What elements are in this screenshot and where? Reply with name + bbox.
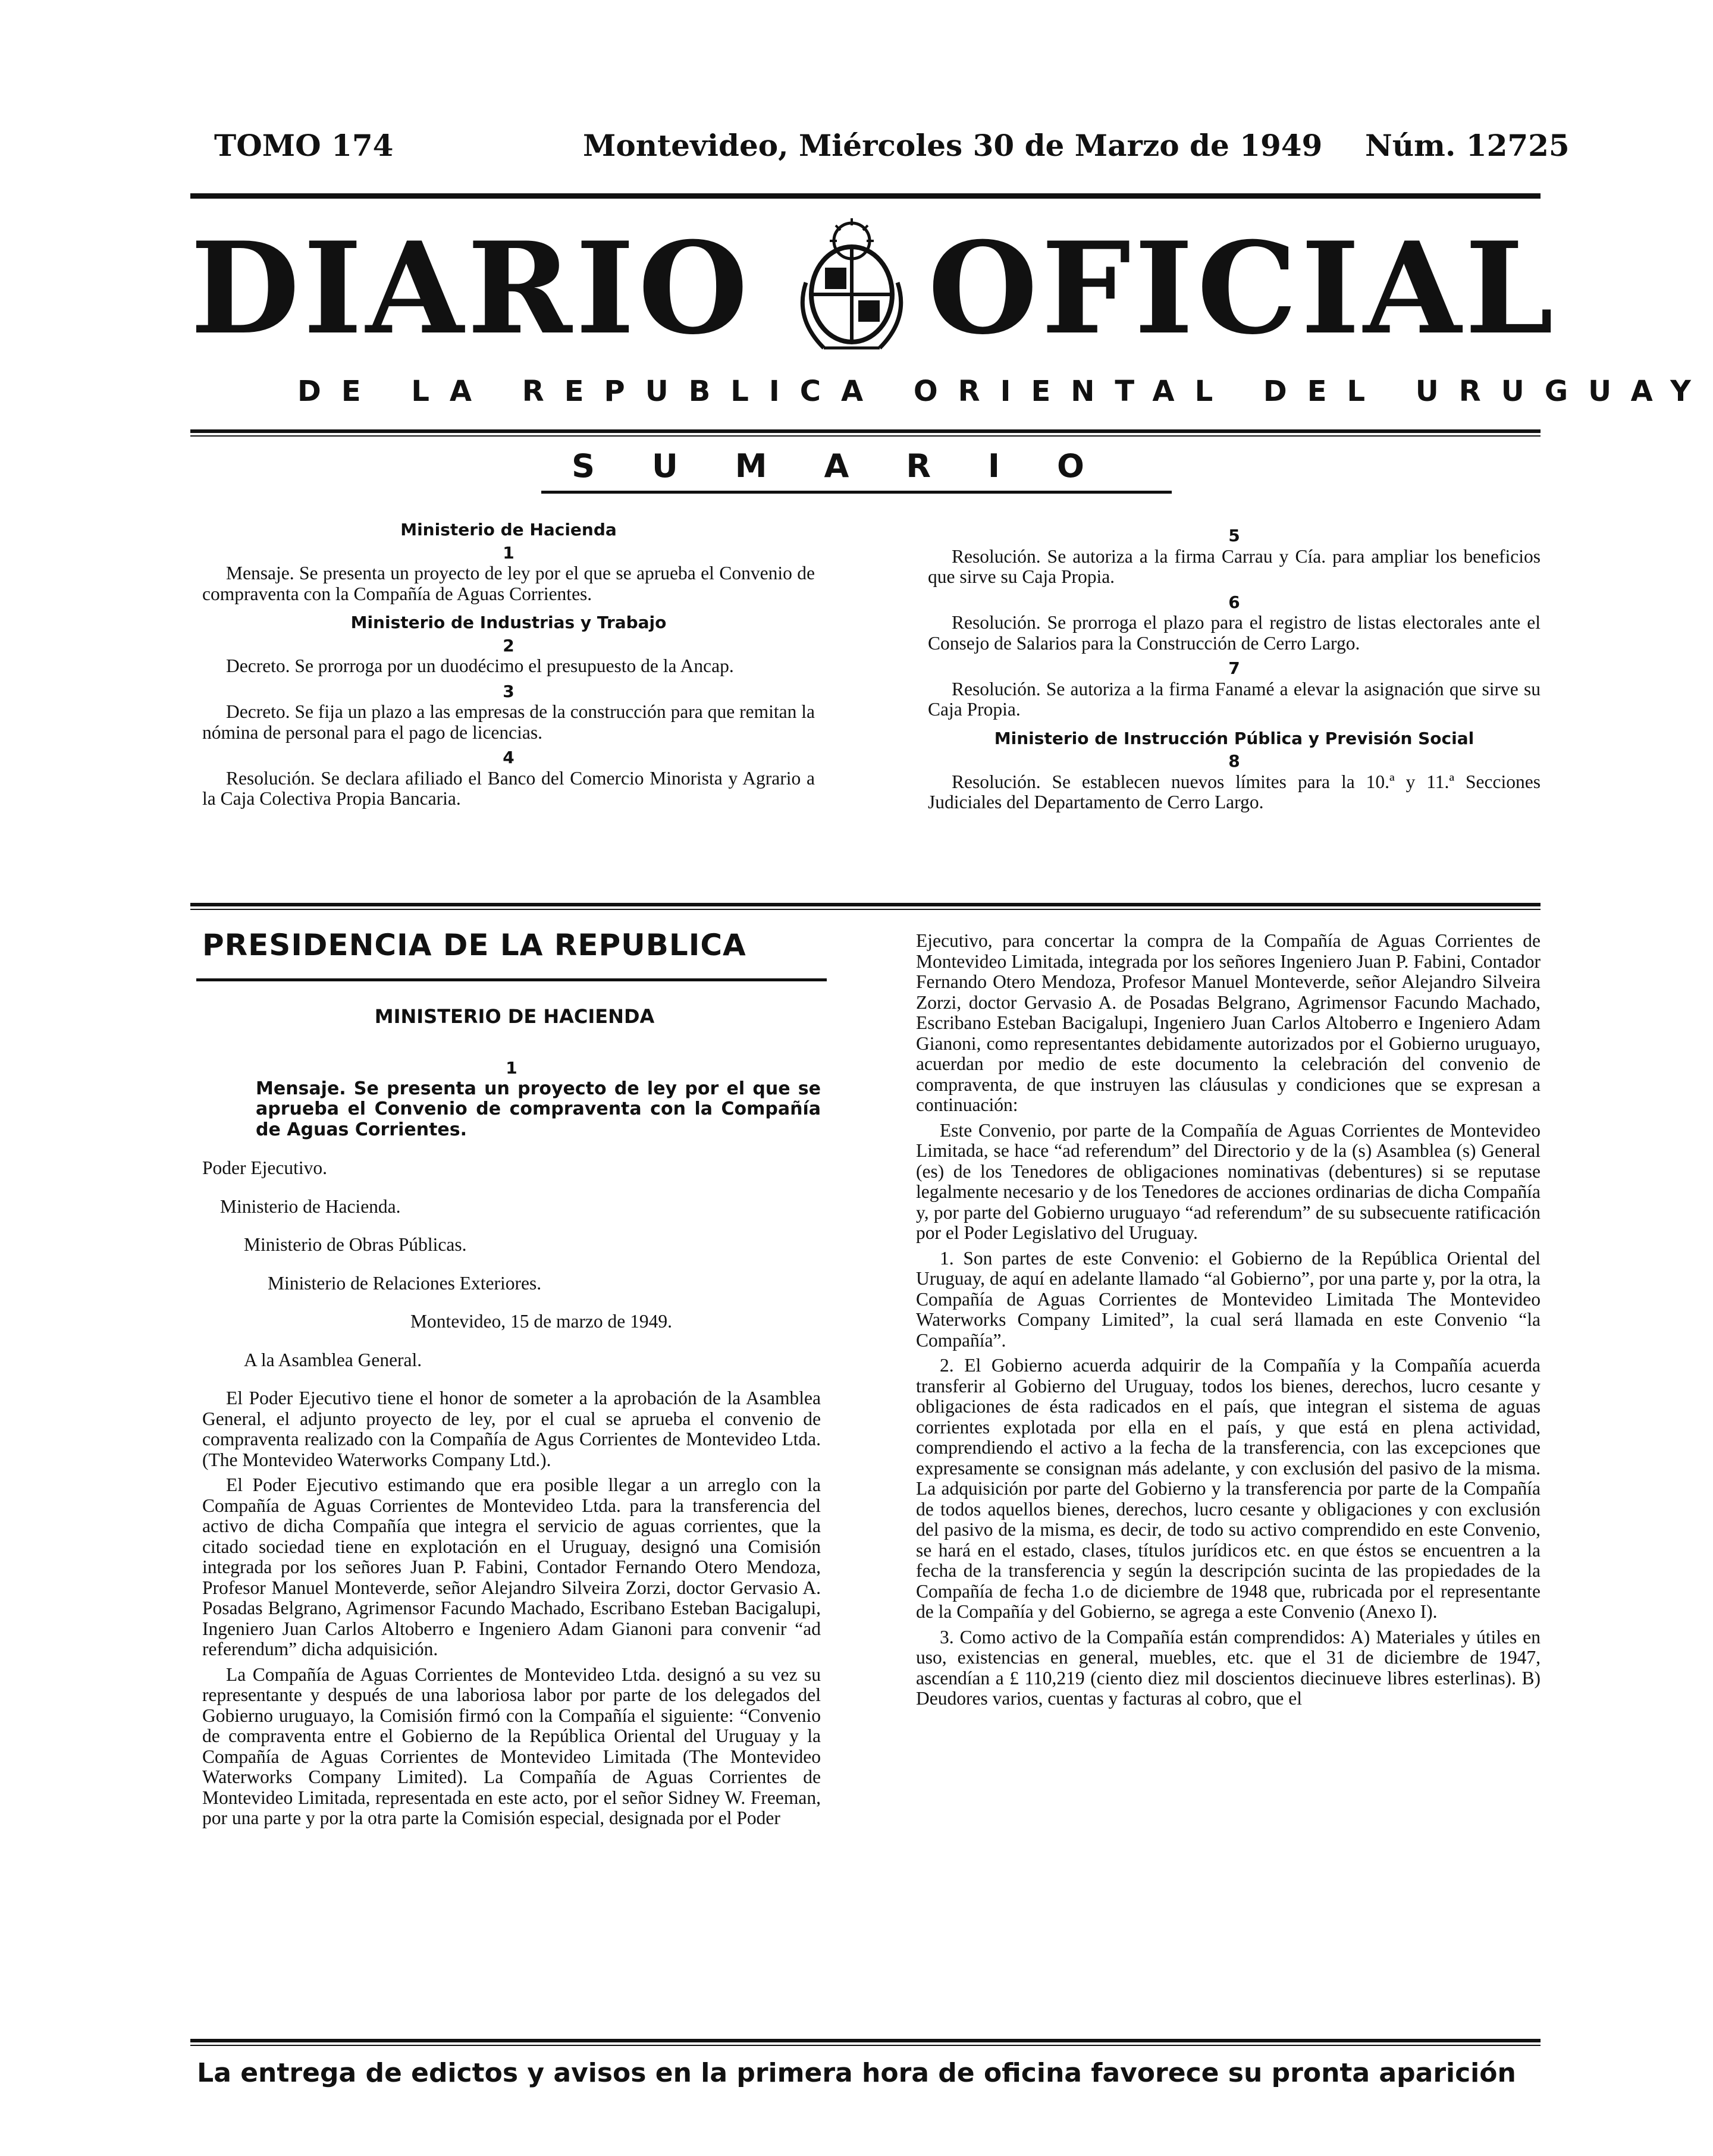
section-title: PRESIDENCIA DE LA REPUBLICA: [202, 928, 746, 962]
footer-rule-thin: [190, 2045, 1541, 2046]
sumario-heading: Ministerio de Instrucción Pública y Previsión Social: [994, 728, 1474, 748]
sumario-item: Resolución. Se autoriza a la firma Carrau y Cía. para ampliar los beneficios que sirve su Caja Propia.: [928, 545, 1541, 587]
address-line: Ministerio de Relaciones Exteriores.: [268, 1272, 542, 1294]
sumario-bottom-rule-thin: [190, 909, 1541, 910]
sumario-item-number: 6: [1228, 592, 1240, 612]
masthead-subtitle: DE LA REPUBLICA ORIENTAL DEL URUGUAY: [297, 375, 1711, 408]
volume-number: TOMO 174: [214, 128, 394, 163]
body-paragraph: 3. Como activo de la Compañía están comprendidos: A) Materiales y útiles en uso, existencias en general, muebles, etc. que el 31 de diciembre de 1947, ascendían a £ 110,219 (ciento diez mil doscientos diecinueve libres esterlinas). B) Deudores varios, cuentas y facturas al cobro, que el: [916, 1626, 1541, 1709]
issue-header: [214, 128, 1576, 170]
address-block: [202, 1158, 821, 1370]
issue-dateline: Montevideo, Miércoles 30 de Marzo de 1949: [583, 128, 1323, 163]
salutation: A la Asamblea General.: [244, 1349, 422, 1370]
sumario-heading: Ministerio de Industrias y Trabajo: [350, 613, 667, 632]
sumario-item: Mensaje. Se presenta un proyecto de ley por el que se aprueba el Convenio de compraventa con la Compañía de Aguas Corrientes.: [202, 563, 815, 604]
sumario-item: Decreto. Se prorroga por un duodécimo el presupuesto de la Ancap.: [226, 655, 734, 676]
sumario-heading: Ministerio de Hacienda: [400, 520, 617, 539]
address-line: Ministerio de Hacienda.: [220, 1195, 401, 1217]
sumario-left-column: [202, 511, 815, 814]
coat-of-arms-icon: [788, 217, 916, 360]
sumario-item: Resolución. Se prorroga el plazo para el registro de listas electorales ante el Consejo de Salarios para la Construcción de Cerro Largo.: [928, 612, 1541, 654]
sumario-item-number: 3: [503, 681, 514, 701]
sumario-title: SUMARIO: [572, 447, 1141, 485]
header-rule: [190, 193, 1541, 199]
sumario-item: Resolución. Se declara afiliado el Banco del Comercio Minorista y Agrario a la Caja Colectiva Propia Bancaria.: [202, 767, 815, 809]
sumario-bottom-rule: [190, 903, 1541, 906]
section-title-rule: [196, 978, 827, 981]
masthead-right-word: OFICIAL: [928, 214, 1557, 362]
sumario-item: Resolución. Se establecen nuevos límites para la 10.ª y 11.ª Secciones Judiciales del Departamento de Cerro Largo.: [928, 771, 1541, 812]
issue-number: Núm. 12725: [1365, 128, 1570, 163]
masthead: [190, 214, 1557, 363]
body-paragraph: 2. El Gobierno acuerda adquirir de la Compañía y la Compañía acuerda transferir al Gobierno del Uruguay, todos los bienes, derechos, lucro cesante y obligaciones de ésta radicados en el país, que integran el sistema de aguas corrientes explotada por ella en el país, y que está en plena actividad, comprendiendo el activo a la fecha de la transferencia, con las excepciones que expresamente se consignan más adelante, y con exclusión del pasivo de la misma. La adquisición por parte del Gobierno y la transferencia por parte de la Compañía de todos aquellos bienes, derechos, lucro cesante y obligaciones y con exclusión del pasivo de la misma, es decir, de todo su activo comprendido en este Convenio, se hará en el estado, clases, títulos jurídicos etc. en que éstos se encuentren a la fecha de la transferencia y según la descripción sucinta de las propiedades de la Compañía de fecha 1.o de diciembre de 1948 que, rubricada por el representante de la Compañía y del Gobierno, se agrega a este Convenio (Anexo I).: [916, 1355, 1541, 1622]
masthead-rule-thin: [190, 435, 1541, 437]
ministry-heading: MINISTERIO DE HACIENDA: [374, 1005, 655, 1028]
sumario-item-number: 8: [1228, 751, 1240, 771]
sumario-item-number: 1: [503, 542, 514, 563]
article-right-column: [916, 931, 1541, 1714]
sumario-item-number: 2: [503, 635, 514, 655]
sumario-item: Resolución. Se autoriza a la firma Fanamé a elevar la asignación que sirve su Caja Propia.: [928, 678, 1541, 720]
letter-date: Montevideo, 15 de marzo de 1949.: [410, 1311, 673, 1332]
body-paragraph: 1. Son partes de este Convenio: el Gobierno de la República Oriental del Uruguay, de aquí en adelante llamado “al Gobierno”, por una parte y, por la otra, la Compañía de Aguas Corrientes de Montevideo Limitada The Montevideo Waterworks Company Limited”, la cual será llamada en este Convenio “la Compañía”.: [916, 1247, 1541, 1351]
footer-rule: [190, 2039, 1541, 2042]
address-line: Poder Ejecutivo.: [202, 1157, 327, 1178]
sumario-item-number: 5: [1228, 526, 1240, 545]
sumario-underline: [541, 491, 1172, 494]
body-paragraph: El Poder Ejecutivo tiene el honor de someter a la aprobación de la Asamblea General, el adjunto proyecto de ley, por el cual se aprueba el convenio de compraventa realizado con la Compañía de Agus Corrientes de Montevideo Ltda. (The Montevideo Waterworks Company Ltd.).: [202, 1388, 821, 1470]
sumario-right-column: [928, 523, 1541, 818]
body-paragraph: El Poder Ejecutivo estimando que era posible llegar a un arreglo con la Compañía de Aguas Corrientes de Montevideo Ltda. para la transferencia del activo de dicha Compañía que integra el servicio de aguas corrientes, que la citado sociedad tiene en explotación en el Uruguay, designó una Comisión integrada por los señores Juan P. Fabini, Contador Fernando Otero Mendoza, Profesor Manuel Monteverde, señor Alejandro Silveira Zorzi, doctor Gervasio A. Posadas Belgrano, Agrimensor Facundo Machado, Escribano Esteban Bacigalupi, Ingeniero Juan Carlos Altoberro e Ingeniero Adam Gianoni para convenir “ad referendum” dicha adquisición.: [202, 1474, 821, 1659]
masthead-rule: [190, 429, 1541, 433]
footer-notice: La entrega de edictos y avisos en la primera hora de oficina favorece su pronta aparición: [197, 2058, 1516, 2088]
body-paragraph: Este Convenio, por parte de la Compañía de Aguas Corrientes de Montevideo Limitada, se hace “ad referendum” del Directorio y de la (s) Asamblea (s) General (es) de los Tenedores de obligaciones nominativas (debentures) si se reputase legalmente necesario y de los Tenedores de acciones ordinarias de dicha Compañía y, por parte del Gobierno uruguayo “ad referendum” de su subsecuente ratificación por el Poder Legislativo del Uruguay.: [916, 1119, 1541, 1243]
body-paragraph: La Compañía de Aguas Corrientes de Montevideo Ltda. designó a su vez su representante y después de una laboriosa labor por parte de los delegados del Gobierno uruguayo, la Comisión firmó con la Compañía el siguiente: “Convenio de compraventa entre el Gobierno de la República Oriental del Uruguay y la Compañía de Aguas Corrientes de Montevideo Limitada (The Montevideo Waterworks Company Limited). La Compañía de Aguas Corrientes de Montevideo Limitada, representada en este acto, por el señor Sidney W. Freeman, por una parte y por la otra parte la Comisión especial, designada por el Poder: [202, 1664, 821, 1828]
mensaje-summary: Mensaje. Se presenta un proyecto de ley por el que se aprueba el Convenio de compraventa con la Compañía de Aguas Corrientes.: [256, 1078, 821, 1140]
masthead-left-word: DIARIO: [190, 214, 752, 362]
sumario-item: Decreto. Se fija un plazo a las empresas de la construcción para que remitan la nómina de personal para el pago de licencias.: [202, 701, 815, 743]
article-left-column: [202, 1056, 821, 1834]
sumario-item-number: 7: [1228, 658, 1240, 678]
address-line: Ministerio de Obras Públicas.: [244, 1234, 467, 1255]
body-paragraph: Ejecutivo, para concertar la compra de la Compañía de Aguas Corrientes de Montevideo Limitada, integrada por los señores Ingeniero Juan P. Fabini, Contador Fernando Otero Mendoza, Profesor Manuel Monteverde, señor Alejandro Silveira Zorzi, doctor Gervasio A. de Posadas Belgrano, Agrimensor Facundo Machado, Escribano Esteban Bacigalupi, Ingeniero Juan Carlos Altoberro e Ingeniero Adam Gianoni, como representantes debidamente autorizados por el Gobierno uruguayo, acuerdan por medio de este documento la celebración del convenio de compraventa, de que instruyen las cláusulas y condiciones que se expresan a continuación:: [916, 930, 1541, 1115]
sumario-item-number: 4: [503, 748, 514, 767]
article-number: 1: [506, 1058, 517, 1078]
